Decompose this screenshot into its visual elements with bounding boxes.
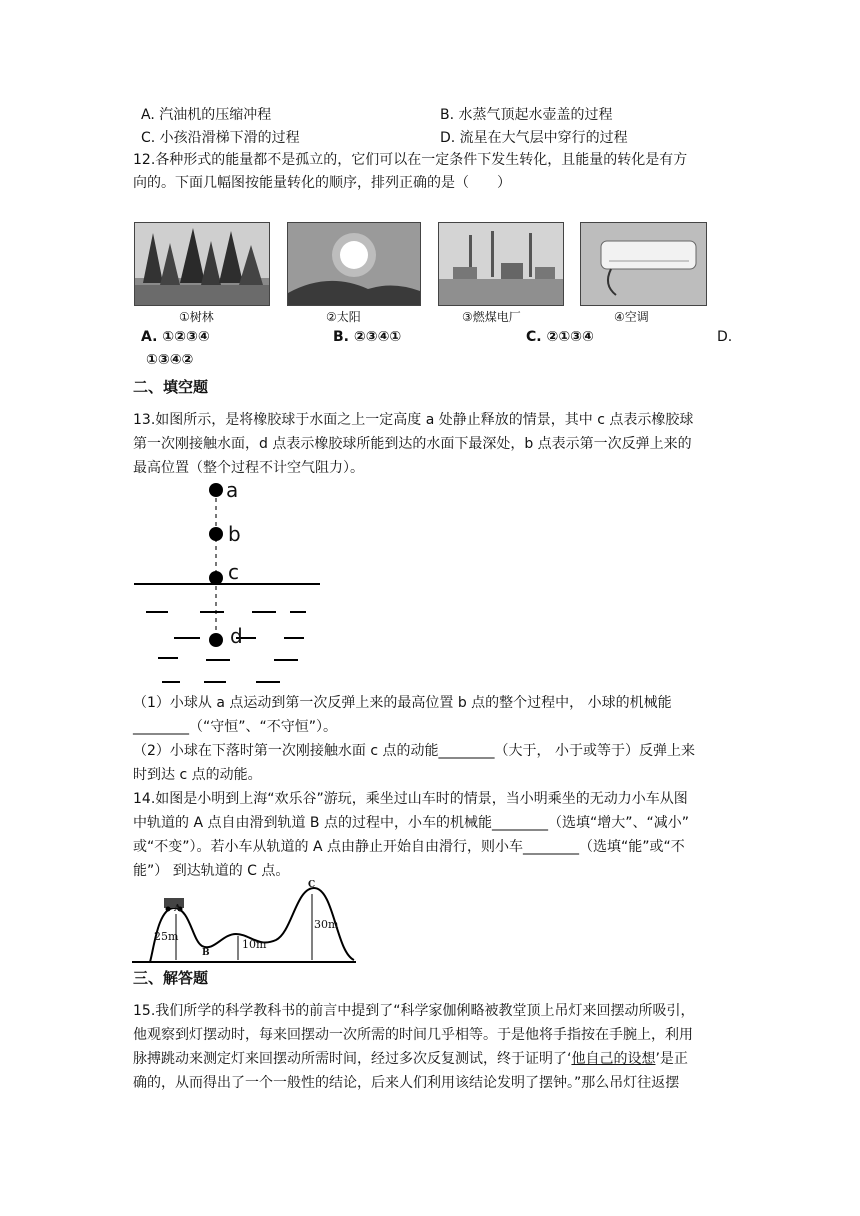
q12-option-b: B. ②③④① bbox=[333, 329, 402, 345]
caption-power-plant: ③燃煤电厂 bbox=[462, 310, 521, 324]
label-d: d bbox=[230, 624, 243, 648]
q15-line3-start: 脉搏跳动来测定灯来回摆动所需时间，经过多次反复测试，终于证明了‘ bbox=[133, 1051, 572, 1067]
q14-stem-line2: 中轨道的 A 点自由滑到轨道 B 点的过程中，小车的机械能________（选填“增大”、“减小” bbox=[133, 815, 689, 831]
label-a: a bbox=[226, 478, 239, 502]
air-conditioner-photo bbox=[580, 222, 707, 306]
q11-option-b: B. 水蒸气顶起水壶盖的过程 bbox=[440, 107, 613, 123]
q11-option-d: D. 流星在大气层中穿行的过程 bbox=[440, 130, 628, 146]
caption-forest: ①树林 bbox=[179, 310, 214, 324]
q11-option-a: A. 汽油机的压缩冲程 bbox=[141, 107, 272, 123]
caption-sun: ②太阳 bbox=[326, 310, 361, 324]
section-fill-in-heading: 二、填空题 bbox=[133, 378, 209, 396]
caption-air-conditioner: ④空调 bbox=[614, 310, 649, 324]
track-point-b: B bbox=[202, 948, 210, 958]
roller-coaster-diagram bbox=[132, 880, 358, 966]
q14-stem-line1: 14.如图是小明到上海“欢乐谷”游玩，乘坐过山车时的情景，当小明乘坐的无动力小车从图 bbox=[133, 791, 688, 807]
q14-stem-line4: 能”） 到达轨道的 C 点。 bbox=[133, 863, 290, 879]
q15-stem-line1: 15.我们所学的科学教科书的前言中提到了“科学家伽俐略被教堂顶上吊灯来回摆动所吸引， bbox=[133, 1003, 695, 1019]
q13-stem-line2: 第一次刚接触水面，d 点表示橡胶球所能到达的水面下最深处，b 点表示第一次反弹上来的 bbox=[133, 436, 692, 452]
height-a-label: 25m bbox=[154, 930, 179, 943]
label-c: c bbox=[228, 560, 239, 584]
q13-sub2-line1: （2）小球在下落时第一次刚接触水面 c 点的动能________（大于， 小于或等于）反弹上来 bbox=[133, 743, 695, 759]
power-plant-photo bbox=[438, 222, 564, 306]
q13-sub1-line2: ________（“守恒”、“不守恒”）。 bbox=[133, 719, 338, 735]
q13-sub1-line1: （1）小球从 a 点运动到第一次反弹上来的最高位置 b 点的整个过程中， 小球的机械能 bbox=[133, 695, 672, 711]
height-c-label: 30m bbox=[314, 918, 339, 931]
sun-photo bbox=[287, 222, 421, 306]
q12-option-c: C. ②①③④ bbox=[526, 329, 594, 345]
track-point-c: C bbox=[308, 880, 316, 890]
height-b-label: 10m bbox=[242, 938, 267, 951]
q12-option-a: A. ①②③④ bbox=[141, 329, 210, 345]
q15-underlined-phrase: 他自己的设想 bbox=[571, 1051, 656, 1067]
q13-sub2-line2: 时到达 c 点的动能。 bbox=[133, 767, 262, 783]
q14-stem-line3: 或“不变”）。若小车从轨道的 A 点由静止开始自由滑行，则小车________（选填“能”或“不 bbox=[133, 839, 685, 855]
q11-option-c: C. 小孩沿滑梯下滑的过程 bbox=[141, 130, 300, 146]
label-b: b bbox=[228, 522, 241, 546]
q15-stem-line4: 确的，从而得出了一个一般性的结论，后来人们利用该结论发明了摆钟。”那么吊灯往返摆 bbox=[133, 1075, 680, 1091]
q12-stem-line2: 向的。下面几幅图按能量转化的顺序，排列正确的是（ ） bbox=[133, 175, 511, 191]
q15-stem-line2: 他观察到灯摆动时，每来回摆动一次所需的时间几乎相等。于是他将手指按在手腕上，利用 bbox=[133, 1027, 693, 1043]
q15-line3-end: ’是正 bbox=[655, 1051, 688, 1067]
q12-option-d-value: ①③④② bbox=[146, 352, 194, 368]
section-answer-heading: 三、解答题 bbox=[133, 969, 209, 987]
q12-option-d: D. bbox=[717, 329, 733, 345]
q15-stem-line3 bbox=[133, 1048, 688, 1070]
track-point-a: A bbox=[174, 904, 181, 914]
q13-stem-line1: 13.如图所示，是将橡胶球于水面之上一定高度 a 处静止释放的情景，其中 c 点表示橡胶球 bbox=[133, 412, 694, 428]
q12-stem-line1: 12.各种形式的能量都不是孤立的，它们可以在一定条件下发生转化，且能量的转化是有方 bbox=[133, 152, 688, 168]
ball-drop-diagram bbox=[134, 476, 324, 690]
q13-stem-line3: 最高位置（整个过程不计空气阻力）。 bbox=[133, 460, 364, 476]
forest-photo bbox=[134, 222, 270, 306]
